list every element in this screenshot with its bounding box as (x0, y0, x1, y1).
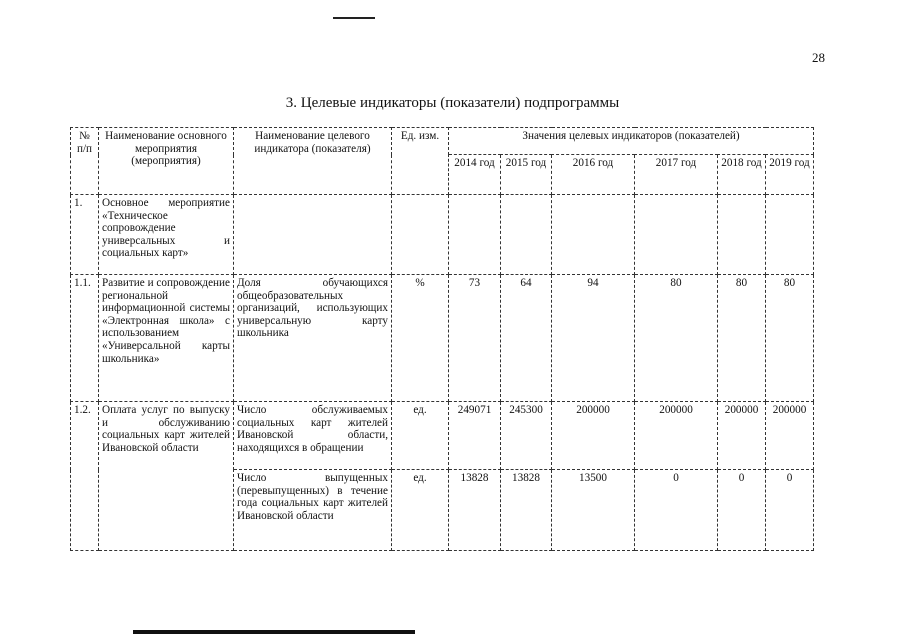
value-cell: 200000 (552, 402, 635, 470)
row-unit: ед. (392, 470, 449, 551)
empty-cell (449, 195, 501, 275)
header-year: 2015 год (501, 155, 552, 195)
value-cell: 200000 (635, 402, 718, 470)
value-cell: 73 (449, 275, 501, 402)
value-cell: 13500 (552, 470, 635, 551)
page-title: 3. Целевые индикаторы (показатели) подпрограммы (285, 95, 620, 111)
table-row (71, 402, 814, 470)
row-event: Развитие и сопровождение региональной информационной системы «Электронная школа» с использованием «Универсальной карты школьника» (99, 275, 234, 402)
value-cell: 0 (766, 470, 814, 551)
header-year: 2018 год (718, 155, 766, 195)
row-num: 1.2. (71, 402, 99, 551)
scan-artifact-bottom-line (133, 630, 415, 634)
value-cell: 200000 (718, 402, 766, 470)
value-cell: 200000 (766, 402, 814, 470)
header-unit: Ед. изм. (392, 128, 449, 195)
value-cell: 80 (635, 275, 718, 402)
header-indicator: Наименование целевого индикатора (показателя) (234, 128, 392, 195)
value-cell: 245300 (501, 402, 552, 470)
header-year: 2017 год (635, 155, 718, 195)
row-event: Основное мероприятие «Техническое сопровождение универсальных и социальных карт» (99, 195, 234, 275)
value-cell: 13828 (449, 470, 501, 551)
row-indicator: Число обслуживаемых социальных карт жителей Ивановской области, находящихся в обращении (234, 402, 392, 470)
value-cell: 249071 (449, 402, 501, 470)
empty-cell (552, 195, 635, 275)
empty-cell (234, 195, 392, 275)
header-num: № п/п (71, 128, 99, 195)
value-cell: 80 (766, 275, 814, 402)
empty-cell (501, 195, 552, 275)
row-indicator: Доля обучающихся общеобразовательных организаций, использующих универсальную карту школьника (234, 275, 392, 402)
header-year: 2016 год (552, 155, 635, 195)
row-num: 1.1. (71, 275, 99, 402)
empty-cell (635, 195, 718, 275)
empty-cell (392, 195, 449, 275)
indicators-table (70, 127, 814, 551)
empty-cell (766, 195, 814, 275)
row-num: 1. (71, 195, 99, 275)
value-cell: 80 (718, 275, 766, 402)
row-event: Оплата услуг по выпуску и обслуживанию социальных карт жителей Ивановской области (99, 402, 234, 551)
header-year: 2019 год (766, 155, 814, 195)
value-cell: 94 (552, 275, 635, 402)
header-event: Наименование основного мероприятия (мероприятия) (99, 128, 234, 195)
row-unit: % (392, 275, 449, 402)
header-values-group: Значения целевых индикаторов (показателей) (449, 128, 814, 155)
value-cell: 0 (718, 470, 766, 551)
page-number: 28 (812, 50, 825, 65)
header-row-1 (71, 128, 814, 155)
value-cell: 13828 (501, 470, 552, 551)
row-indicator: Число выпущенных (перевыпущенных) в течение года социальных карт жителей Ивановской области (234, 470, 392, 551)
value-cell: 0 (635, 470, 718, 551)
table-row (71, 195, 814, 275)
scan-artifact-top-line (333, 17, 375, 19)
empty-cell (718, 195, 766, 275)
value-cell: 64 (501, 275, 552, 402)
row-unit: ед. (392, 402, 449, 470)
table-row (71, 275, 814, 402)
header-year: 2014 год (449, 155, 501, 195)
